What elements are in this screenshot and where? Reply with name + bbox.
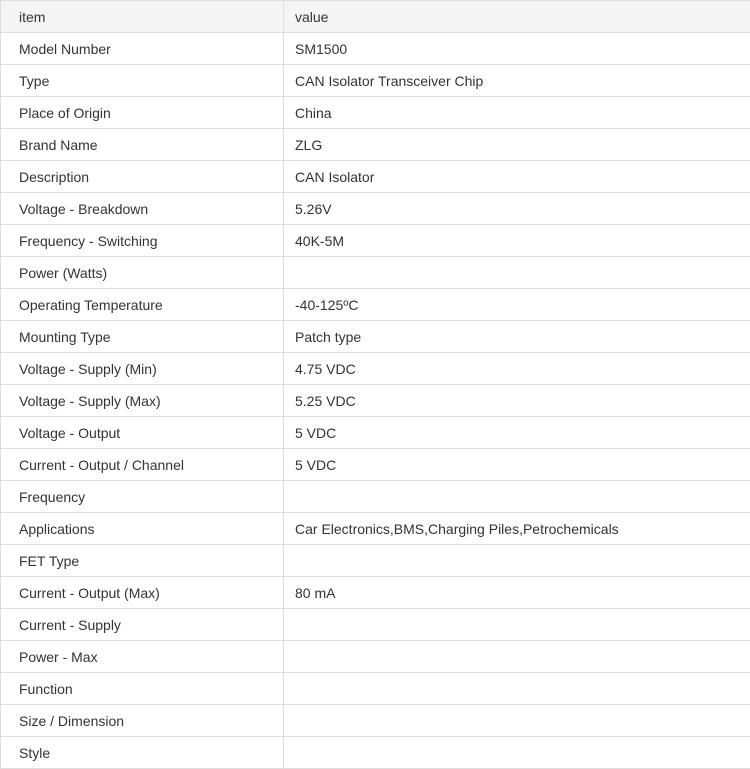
table-row: [1, 161, 750, 193]
row-item-cell: Function: [1, 673, 284, 705]
row-item-cell: Type: [1, 65, 284, 97]
table-row: [1, 481, 750, 513]
table-header-row: [1, 1, 750, 33]
row-value-cell: [284, 705, 750, 737]
table-row: [1, 129, 750, 161]
table-row: [1, 385, 750, 417]
table-row: [1, 449, 750, 481]
row-item-cell: Brand Name: [1, 129, 284, 161]
row-value-cell: China: [284, 97, 750, 129]
row-value-cell: 5.26V: [284, 193, 750, 225]
row-value-cell: Car Electronics,BMS,Charging Piles,Petrochemicals: [284, 513, 750, 545]
row-value-cell: 80 mA: [284, 577, 750, 609]
row-item-cell: Voltage - Supply (Max): [1, 385, 284, 417]
row-value-cell: [284, 545, 750, 577]
row-value-cell: 40K-5M: [284, 225, 750, 257]
row-value-cell: 5 VDC: [284, 417, 750, 449]
row-value-cell: [284, 641, 750, 673]
row-item-cell: Mounting Type: [1, 321, 284, 353]
row-item-cell: Size / Dimension: [1, 705, 284, 737]
row-value-cell: [284, 481, 750, 513]
row-item-cell: Place of Origin: [1, 97, 284, 129]
table-row: [1, 289, 750, 321]
row-value-cell: Patch type: [284, 321, 750, 353]
row-value-cell: SM1500: [284, 33, 750, 65]
row-item-cell: FET Type: [1, 545, 284, 577]
table-row: [1, 641, 750, 673]
row-item-cell: Power (Watts): [1, 257, 284, 289]
table-row: [1, 705, 750, 737]
row-value-cell: [284, 609, 750, 641]
row-value-cell: [284, 737, 750, 769]
row-value-cell: 4.75 VDC: [284, 353, 750, 385]
row-item-cell: Description: [1, 161, 284, 193]
table-row: [1, 609, 750, 641]
table-row: [1, 225, 750, 257]
row-item-cell: Voltage - Output: [1, 417, 284, 449]
row-value-cell: CAN Isolator: [284, 161, 750, 193]
table-row: [1, 97, 750, 129]
table-row: [1, 417, 750, 449]
table-row: [1, 353, 750, 385]
row-value-cell: ZLG: [284, 129, 750, 161]
table-row: [1, 193, 750, 225]
row-item-cell: Current - Supply: [1, 609, 284, 641]
row-item-cell: Frequency: [1, 481, 284, 513]
row-item-cell: Voltage - Supply (Min): [1, 353, 284, 385]
column-header-item: item: [1, 1, 284, 33]
table-row: [1, 513, 750, 545]
table-row: [1, 673, 750, 705]
row-value-cell: [284, 673, 750, 705]
table-row: [1, 33, 750, 65]
column-header-value: value: [284, 1, 750, 33]
table-row: [1, 321, 750, 353]
row-item-cell: Frequency - Switching: [1, 225, 284, 257]
row-item-cell: Voltage - Breakdown: [1, 193, 284, 225]
table-row: [1, 577, 750, 609]
row-item-cell: Power - Max: [1, 641, 284, 673]
table-row: [1, 257, 750, 289]
table-row: [1, 737, 750, 769]
row-item-cell: Applications: [1, 513, 284, 545]
row-value-cell: CAN Isolator Transceiver Chip: [284, 65, 750, 97]
row-item-cell: Current - Output (Max): [1, 577, 284, 609]
row-item-cell: Current - Output / Channel: [1, 449, 284, 481]
row-value-cell: -40-125ºC: [284, 289, 750, 321]
row-value-cell: [284, 257, 750, 289]
row-value-cell: 5.25 VDC: [284, 385, 750, 417]
table-row: [1, 65, 750, 97]
row-item-cell: Operating Temperature: [1, 289, 284, 321]
table-row: [1, 545, 750, 577]
row-item-cell: Style: [1, 737, 284, 769]
row-item-cell: Model Number: [1, 33, 284, 65]
row-value-cell: 5 VDC: [284, 449, 750, 481]
